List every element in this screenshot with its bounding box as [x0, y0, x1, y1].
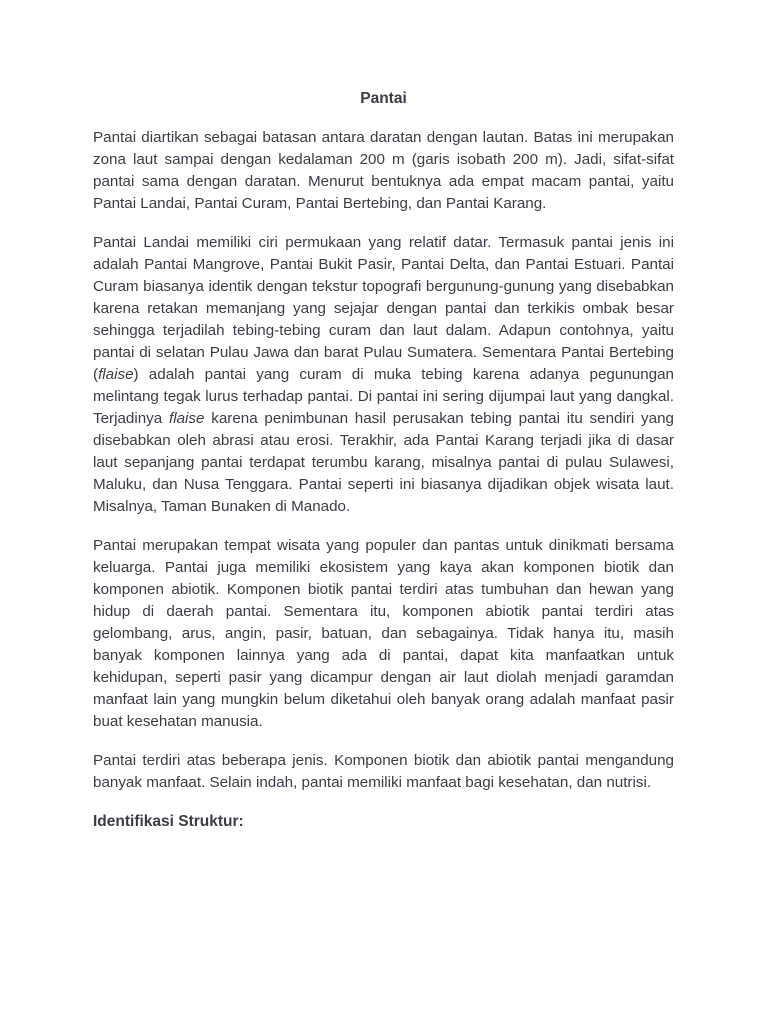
- paragraph-text: Pantai terdiri atas beberapa jenis. Komponen biotik dan abiotik pantai mengandung banyak manfaat. Selain indah, pantai memiliki manfaat bagi kesehatan, dan nutrisi.: [93, 752, 674, 791]
- paragraph-3: [93, 535, 674, 733]
- italic-term: flaise: [98, 366, 134, 383]
- document-title: Pantai: [360, 90, 407, 107]
- paragraph-1: [93, 127, 674, 215]
- paragraph-text: Pantai diartikan sebagai batasan antara daratan dengan lautan. Batas ini merupakan zona laut sampai dengan kedalaman 200 m (garis isobath 200 m). Jadi, sifat-sifat pantai sama dengan daratan. Menurut bentuknya ada empat macam pantai, yaitu Pantai Landai, Pantai Curam, Pantai Bertebing, dan Pantai Karang.: [93, 129, 674, 212]
- paragraph-4: [93, 750, 674, 794]
- paragraph-text: Pantai merupakan tempat wisata yang populer dan pantas untuk dinikmati bersama keluarga. Pantai juga memiliki ekosistem yang kaya akan komponen biotik dan komponen abiotik. Komponen biotik pantai terdiri atas tumbuhan dan hewan yang hidup di daerah pantai. Sementara itu, komponen abiotik pantai terdiri atas gelombang, arus, angin, pasir, batuan, dan sebagainya. Tidak hanya itu, masih banyak komponen lainnya yang ada di pantai, dapat kita manfaatkan untuk kehidupan, seperti pasir yang dicampur dengan air laut diolah menjadi garamdan manfaat lain yang mungkin belum diketahui oleh banyak orang adalah manfaat pasir buat kesehatan manusia.: [93, 537, 674, 730]
- section-subheading: Identifikasi Struktur:: [93, 813, 244, 830]
- paragraph-text: Pantai Landai memiliki ciri permukaan yang relatif datar. Termasuk pantai jenis ini adalah Pantai Mangrove, Pantai Bukit Pasir, Pantai Delta, dan Pantai Estuari. Pantai Curam biasanya identik dengan tekstur topografi bergunung-gunung yang disebabkan karena retakan memanjang yang sejajar dengan pantai dan terkikis ombak besar sehingga terjadilah tebing-tebing curam dan laut dalam. Adapun contohnya, yaitu pantai di selatan Pulau Jawa dan barat Pulau Sumatera. Sementara Pantai Bertebing (: [93, 234, 674, 383]
- paragraph-2: [93, 232, 674, 518]
- document-page: [93, 88, 674, 833]
- paragraph-text: ) adalah pantai yang curam di muka tebing karena adanya pegunungan melintang tegak lurus terhadap pantai. Di pantai ini sering dijumpai laut yang dangkal. Terjadinya: [93, 366, 674, 427]
- paragraph-text: karena penimbunan hasil perusakan tebing pantai itu sendiri yang disebabkan oleh abrasi atau erosi. Terakhir, ada Pantai Karang terjadi jika di dasar laut sepanjang pantai terdapat terumbu karang, misalnya pantai di pulau Sulawesi, Maluku, dan Nusa Tenggara. Pantai seperti ini biasanya dijadikan objek wisata laut. Misalnya, Taman Bunaken di Manado.: [93, 410, 674, 515]
- italic-term: flaise: [169, 410, 205, 427]
